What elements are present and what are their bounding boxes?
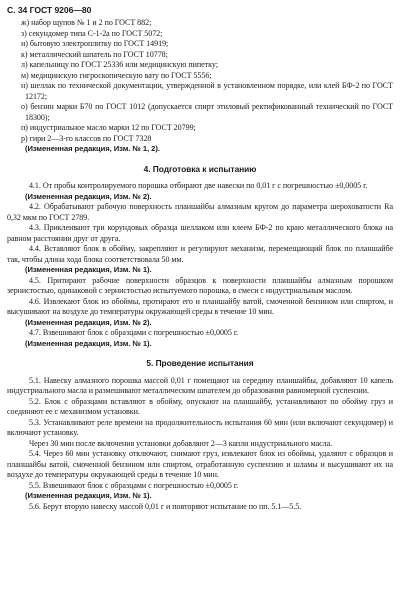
amendment-note: (Измененная редакция, Изм. № 2). [25,191,152,201]
paragraph: 5.1. Навеску алмазного порошка массой 0,01 г помещают на середину планшайбы, добавляют 10 капель индустриального масла и размешивают металлическим шпателем до образования равномерной суспензии. [7,375,393,395]
amendment-note: (Измененная редакция, Изм. № 1, 2). [25,144,160,153]
amendment-note: (Измененная редакция, Изм. № 2). [25,317,152,327]
list-item: ж) набор щупов № 1 и 2 по ГОСТ 882; [21,18,152,27]
paragraph: 4.1. От пробы контролируемого порошка отбирают две навески по 0,01 г с погрешностью ±0,0005 г. [29,181,368,190]
page-header: С. 34 ГОСТ 9206—80 [7,5,92,15]
paragraph: 5.3. Устанавливают реле времени на продолжительность испытания 60 мин (или включают секундомер) и включают установку. [7,417,393,437]
paragraph: 5.6. Берут вторую навеску массой 0,01 г и повторяют испытание по пп. 5.1—5.5. [29,501,302,511]
paragraph: 5.5. Взвешивают блок с образцами с погрешностью ±0,0005 г. [29,480,239,490]
section-heading: 5. Проведение испытания [146,358,254,368]
paragraph: 4.2. Обрабатывают рабочую поверхность планшайбы алмазным кругом до параметра шероховатости Ra 0,32 мкм по ГОСТ 2789. [7,202,393,222]
paragraph: 4.7. Взвешивают блок с образцами с погрешностью ±0,0005 г. [29,328,239,337]
section-heading: 4. Подготовка к испытанию [143,163,257,174]
amendment-note: (Измененная редакция, Изм. № 1). [25,338,152,348]
list-item: к) металлический шпатель по ГОСТ 10778; [21,49,168,59]
list-item: м) медицинскую гигроскопическую вату по ГОСТ 5556; [21,70,212,80]
list-item: з) секундомер типа С-1-2а по ГОСТ 5072; [21,28,163,38]
paragraph: 5.2. Блок с образцами вставляют в обойму, опускают на планшайбу, устанавливают по обойму груз и соединяют ее с механизмом установки. [7,396,393,416]
paragraph: 4.4. Вставляют блок в обойму, закрепляют и регулируют механизм, перемещающий блок по планшайбе так, чтобы длина хода блока соответствовала 50 мм. [7,244,393,264]
list-item: л) капельницу по ГОСТ 25336 или медицинскую пипетку; [21,60,218,69]
paragraph: Через 30 мин после включения установки добавляют 2—3 капли индустриального масла. [29,438,333,448]
amendment-note: (Измененная редакция, Изм. № 1). [25,265,152,274]
list-item: о) бензин марки Б70 по ГОСТ 1012 (допускается спирт этиловый ректификованный технический по ГОСТ 18300); [21,102,393,122]
paragraph: 4.5. Притирают рабочие поверхности образцов к поверхности планшайбы алмазным порошком зернистостью, одинаковой с зернистостью испытуемого порошка, в смеси с индустриальным маслом. [7,275,393,295]
list-item: н) шеллак по технической документации, утвержденной в установленном порядке, или клей БФ-2 по ГОСТ 12172; [21,81,393,101]
paragraph: 4.6. Извлекают блок из обоймы, протирают его и планшайбу ватой, смоченной бензином или спиртом, и высушивают на воздухе до температуры окружающей среды в течение 10 мин. [7,296,393,316]
list-item: и) бытовую электроплитку по ГОСТ 14919; [21,39,169,48]
list-item: п) индустриальное масло марки 12 по ГОСТ 20799; [21,123,196,132]
paragraph: 5.4. Через 60 мин установку отключают, снимают груз, извлекают блок из обоймы, удаляют с образцов и планшайбы ватой, смоченной бензином или спиртом, отработанную суспензию и шламы и высушивают их на воздухе до температуры окружающей среды в течение 10 мин. [7,449,393,479]
amendment-note: (Измененная редакция, Изм. № 1). [25,491,152,500]
paragraph: 4.3. Приклеивают три корундовых образца шеллаком или клеем БФ-2 по краю металлического блока на равном расстоянии друг от друга. [7,223,393,243]
list-item: р) гири 2—3-го классов по ГОСТ 7328 [21,133,152,143]
